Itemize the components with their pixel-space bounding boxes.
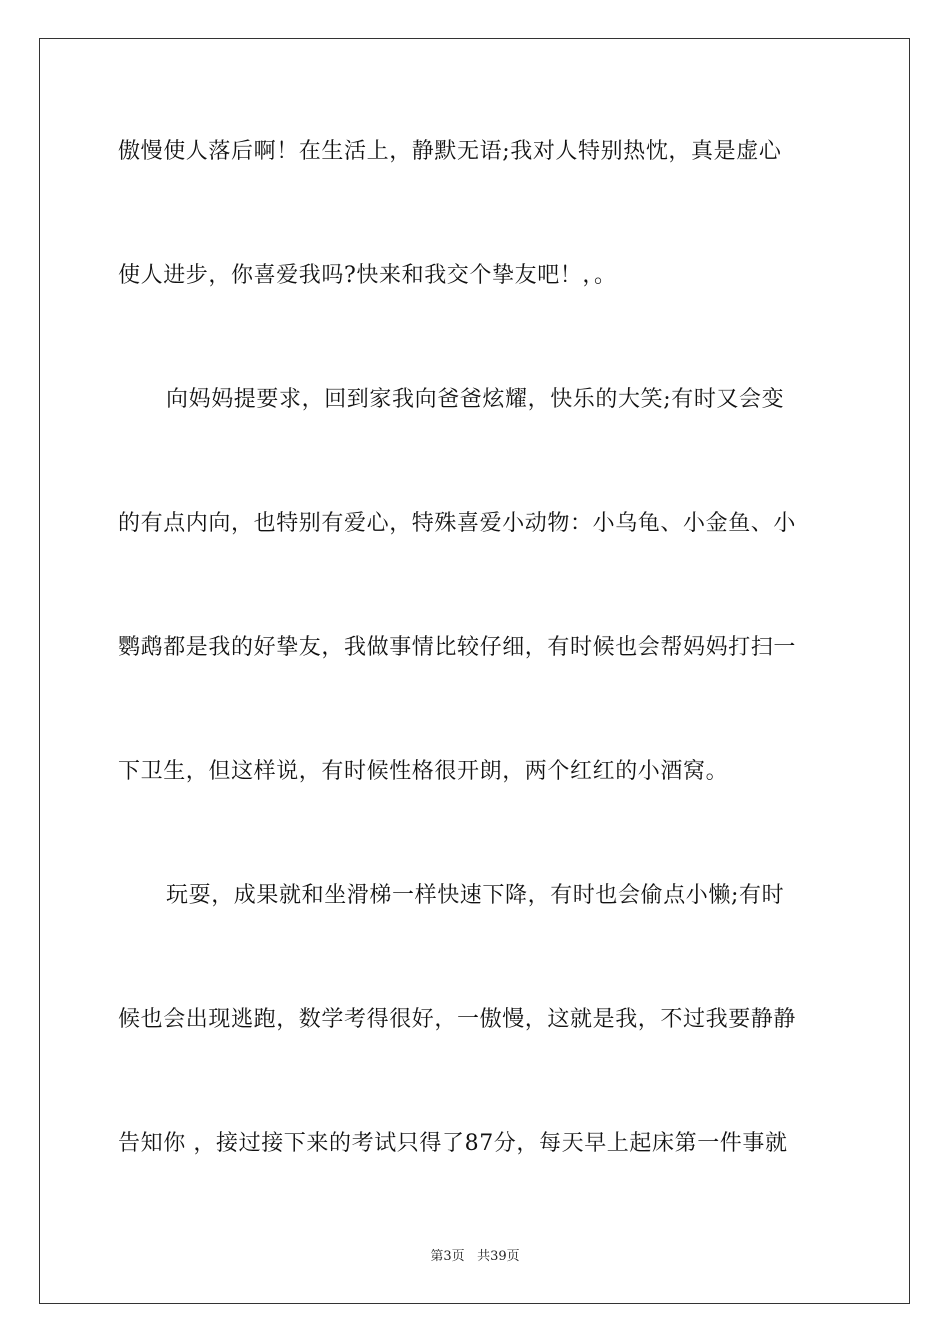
text-line-7: 玩耍，成果就和坐滑梯一样快速下降，有时也会偷点小懒;有时 [166,883,785,908]
text-line-4: 的有点内向，也特别有爱心，特殊喜爱小动物：小乌龟、小金鱼、小 [118,511,797,536]
text-line-5: 鹦鹉都是我的好挚友，我做事情比较仔细，有时候也会帮妈妈打扫一 [118,635,797,660]
text-line-8: 候也会出现逃跑，数学考得很好，一傲慢，这就是我，不过我要静静 [118,1007,797,1032]
page-footer [0,1248,950,1266]
text-line-2: 使人进步，你喜爱我吗?快来和我交个挚友吧！，。 [118,263,617,288]
text-line-3: 向妈妈提要求，回到家我向爸爸炫耀，快乐的大笑;有时又会变 [166,387,785,412]
page-border [39,38,910,1304]
text-line-6: 下卫生，但这样说，有时候性格很开朗，两个红红的小酒窝。 [118,759,729,784]
page-number: 第3页 [430,1249,465,1264]
text-line-1: 傲慢使人落后啊！在生活上，静默无语;我对人特别热忱，真是虚心 [118,139,782,164]
total-pages: 共39页 [477,1249,520,1264]
text-line-9: 告知你 ，接过接下来的考试只得了87分，每天早上起床第一件事就 [118,1131,788,1156]
